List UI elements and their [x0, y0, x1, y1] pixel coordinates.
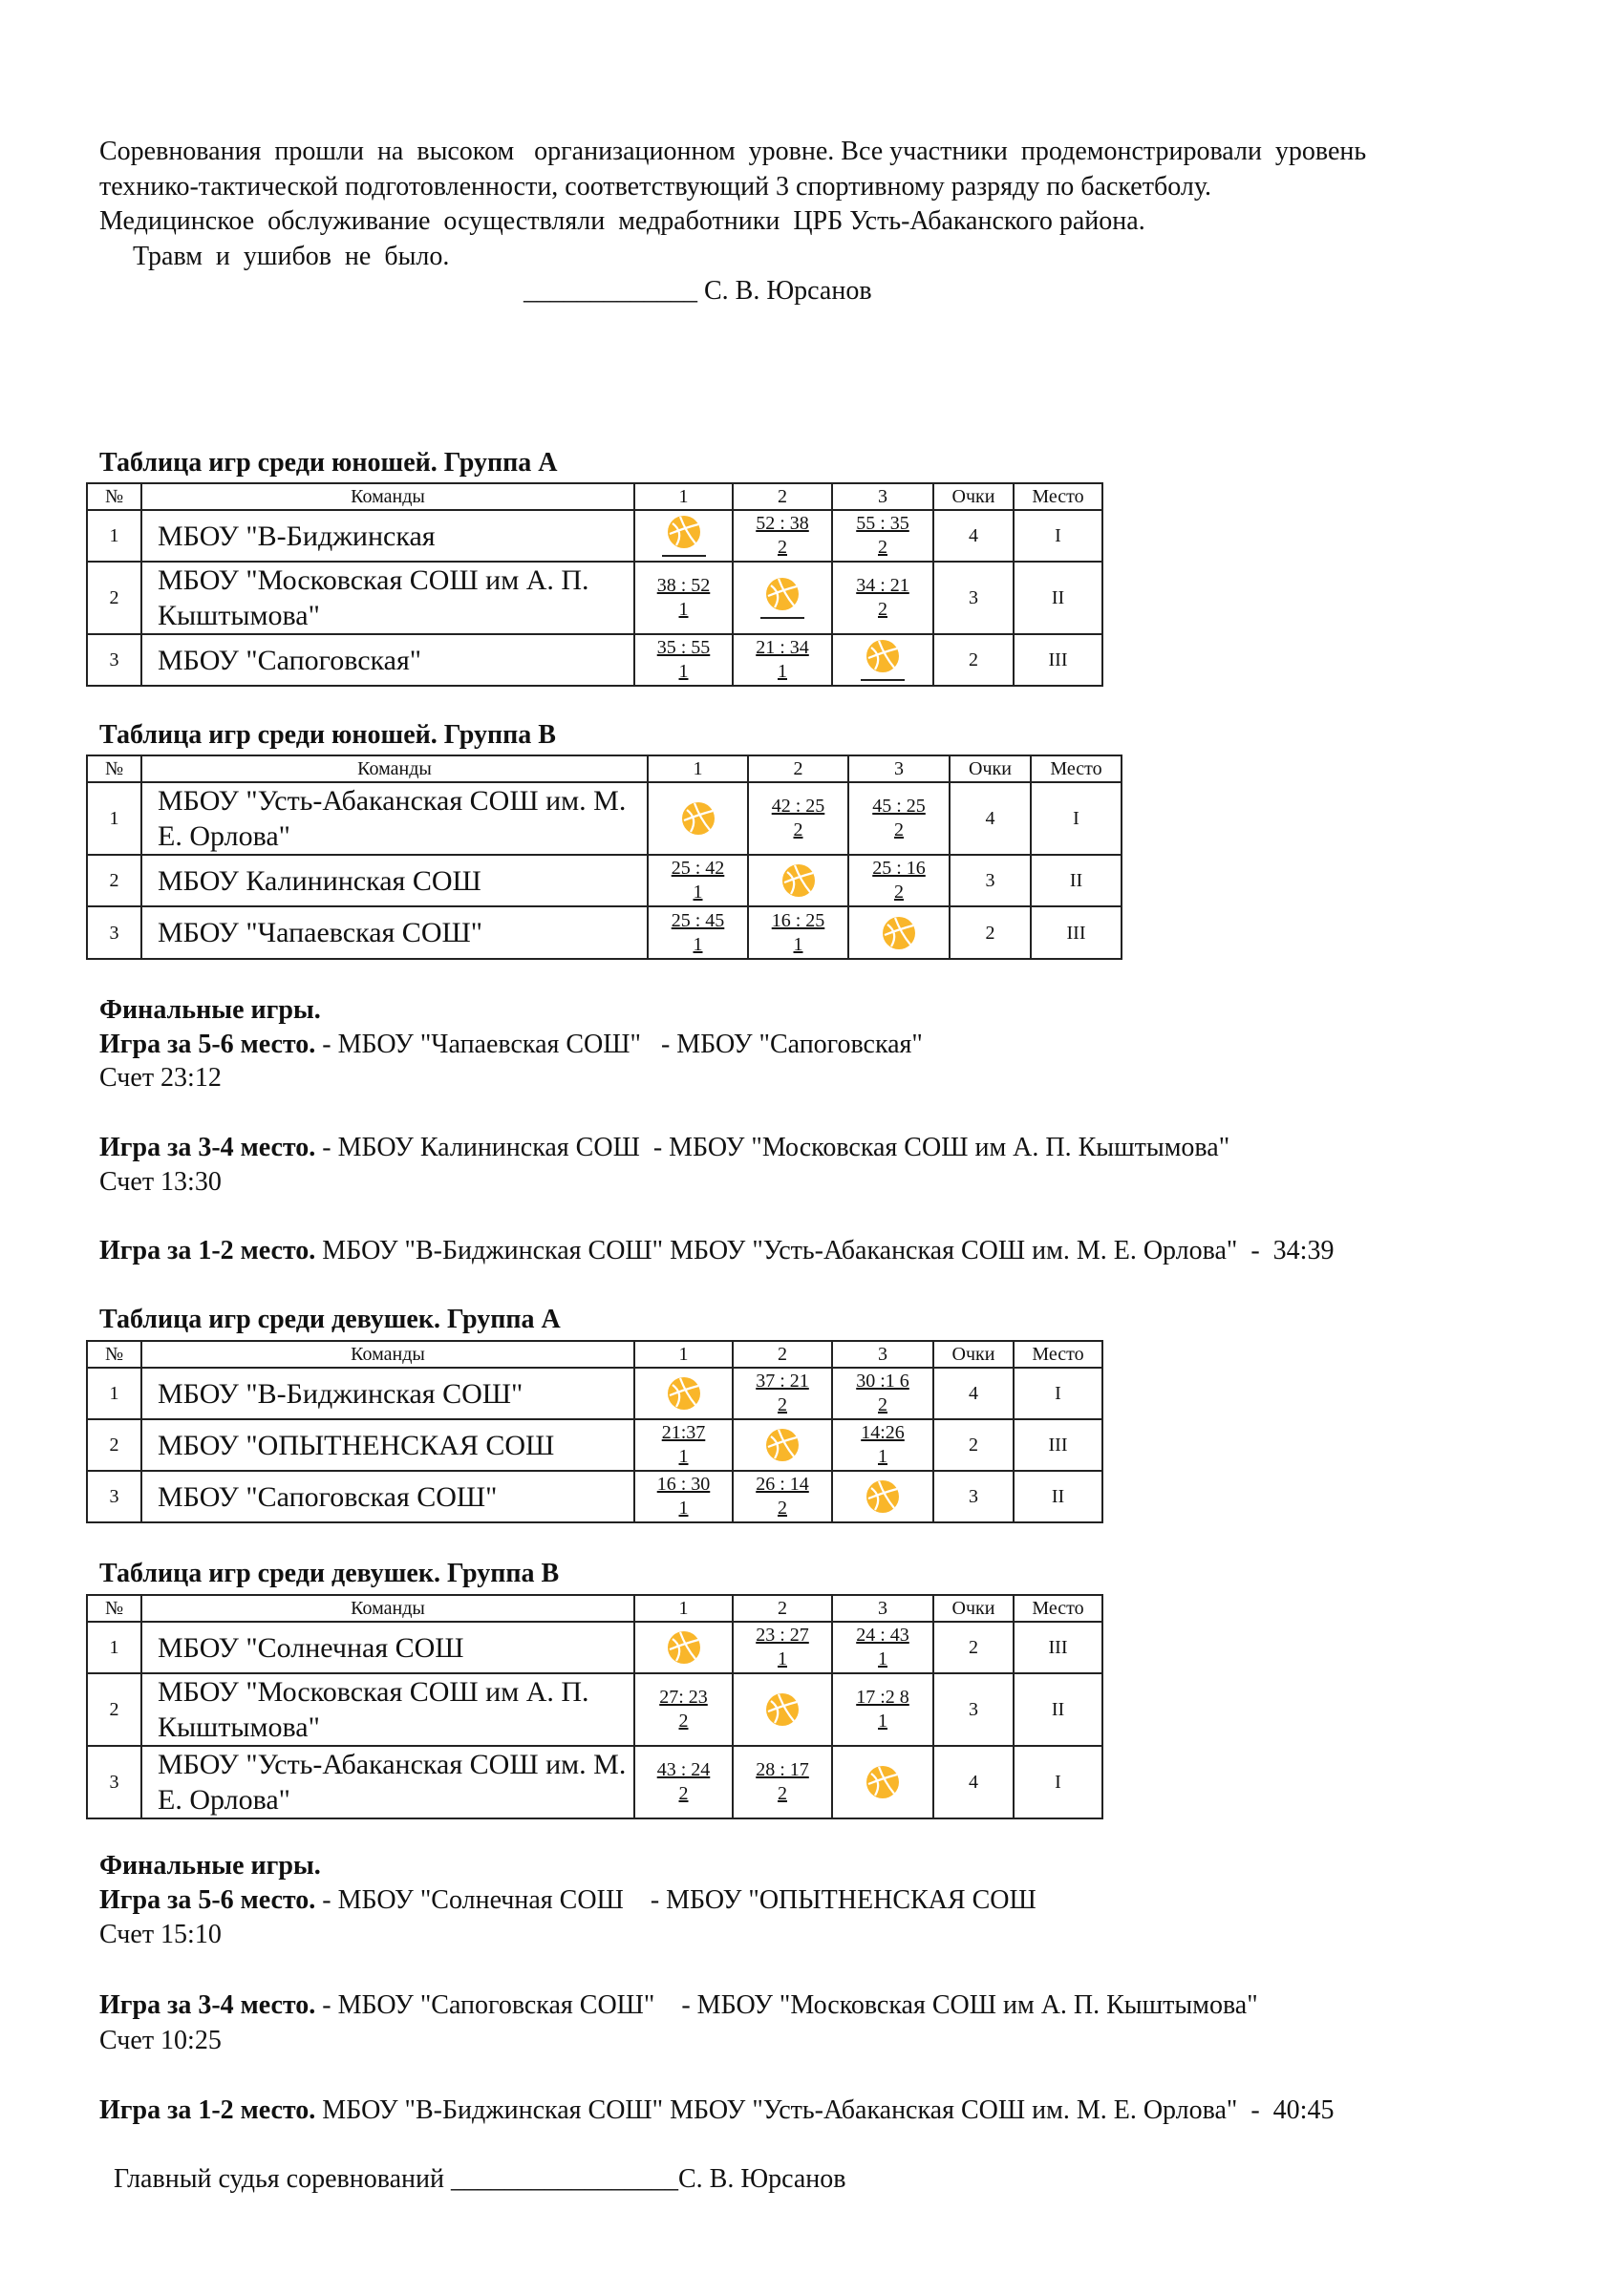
match-score: 16 : 25	[771, 909, 825, 931]
match-points: 1	[878, 1446, 887, 1467]
header-cell: Очки	[933, 483, 1014, 510]
score-cell	[832, 1746, 933, 1818]
game-label: Игра за 5-6 место.	[99, 1030, 316, 1059]
game-teams: МБОУ "В-Биджинская СОШ" МБОУ "Усть-Абаканская СОШ им. М. Е. Орлова" - 34:39	[315, 1236, 1335, 1265]
score-cell	[733, 1471, 832, 1522]
table-header-row	[87, 1341, 1102, 1368]
standings-table	[86, 1340, 1103, 1523]
team-name: МБОУ "В-Биджинская	[141, 510, 634, 562]
table-row	[87, 906, 1122, 959]
match-points: 2	[678, 1711, 689, 1732]
basketball-icon	[861, 639, 905, 681]
match-score: 28 : 17	[756, 1759, 809, 1780]
row-number: 3	[87, 906, 141, 959]
score-cell	[733, 562, 832, 634]
basketball-icon	[667, 1376, 701, 1411]
game-label: Игра за 3-4 место.	[99, 1133, 316, 1162]
table-row	[87, 1368, 1102, 1419]
place: II	[1014, 562, 1102, 634]
header-cell: Место	[1014, 1341, 1102, 1368]
header-cell: 3	[832, 483, 933, 510]
score-cell	[733, 1419, 832, 1471]
game-teams: МБОУ "В-Биджинская СОШ" МБОУ "Усть-Абаканская СОШ им. М. Е. Орлова" - 40:45	[315, 2095, 1335, 2125]
header-cell: 1	[648, 755, 748, 782]
table-row	[87, 782, 1122, 855]
team-name: МБОУ Калининская СОШ	[141, 855, 648, 906]
final-game	[99, 1028, 923, 1062]
match-points: 2	[894, 882, 904, 903]
header-cell: Команды	[141, 483, 634, 510]
place: III	[1031, 906, 1122, 959]
table-row	[87, 855, 1122, 906]
header-cell: 2	[733, 1595, 832, 1622]
score-cell	[733, 634, 832, 686]
team-name: МБОУ "Солнечная СОШ	[141, 1622, 634, 1673]
basketball-icon	[765, 1428, 800, 1462]
score-cell	[648, 855, 748, 906]
score-cell	[848, 906, 950, 959]
place: I	[1031, 782, 1122, 855]
points: 4	[933, 510, 1014, 562]
game-label: Игра за 1-2 место.	[99, 2095, 316, 2125]
final-game	[99, 1131, 1229, 1165]
place: II	[1014, 1673, 1102, 1746]
table-header-row	[87, 483, 1102, 510]
score-cell	[648, 906, 748, 959]
match-score: 30 :1 6	[856, 1371, 909, 1392]
points: 3	[933, 1673, 1014, 1746]
team-name: МБОУ "Московская СОШ им А. П. Кыштымова"	[141, 562, 634, 634]
finals-title: Финальные игры.	[99, 1851, 321, 1881]
match-score: 25 : 16	[872, 858, 926, 879]
game-label: Игра за 1-2 место.	[99, 1236, 316, 1265]
score-cell	[832, 1622, 933, 1673]
match-score: 45 : 25	[872, 796, 926, 817]
score-cell	[634, 634, 733, 686]
table-row	[87, 1746, 1102, 1818]
row-number: 3	[87, 1471, 141, 1522]
row-number: 2	[87, 1673, 141, 1746]
final-game	[99, 2094, 1334, 2128]
team-name: МБОУ "Московская СОШ им А. П. Кыштымова"	[141, 1673, 634, 1746]
score-cell	[832, 634, 933, 686]
header-cell: №	[87, 1341, 141, 1368]
score-cell	[733, 1673, 832, 1746]
score-cell	[733, 510, 832, 562]
chief-judge-signature: Главный судья соревнований _________________С. В. Юрсанов	[114, 2164, 846, 2194]
place: III	[1014, 1622, 1102, 1673]
table-header-row	[87, 755, 1122, 782]
table-header-row	[87, 1595, 1102, 1622]
score-cell	[848, 855, 950, 906]
intro-line: технико-тактической подготовленности, соответствующий 3 спортивному разряду по баскетболу.	[99, 172, 1212, 202]
basketball-icon	[765, 1692, 800, 1727]
match-points: 1	[678, 599, 689, 620]
match-score: 34 : 21	[856, 575, 909, 596]
row-number: 1	[87, 1368, 141, 1419]
place: II	[1014, 1471, 1102, 1522]
table-title: Таблица игр среди девушек. Группа А	[99, 1305, 561, 1334]
header-cell: Очки	[933, 1595, 1014, 1622]
score-cell	[634, 1622, 733, 1673]
intro-line: Травм и ушибов не было.	[99, 242, 450, 271]
score-cell	[634, 510, 733, 562]
header-cell: Место	[1014, 1595, 1102, 1622]
match-points: 1	[878, 1711, 887, 1732]
team-name: МБОУ "Сапоговская СОШ"	[141, 1471, 634, 1522]
game-score: Счет 10:25	[99, 2026, 222, 2055]
points: 4	[950, 782, 1031, 855]
header-cell: Место	[1014, 483, 1102, 510]
score-cell	[748, 782, 848, 855]
header-cell: 3	[848, 755, 950, 782]
score-cell	[832, 1368, 933, 1419]
standings-table	[86, 1594, 1103, 1819]
points: 4	[933, 1368, 1014, 1419]
game-teams: - МБОУ Калининская СОШ - МБОУ "Московская СОШ им А. П. Кыштымова"	[315, 1133, 1230, 1162]
match-score: 35 : 55	[656, 637, 711, 658]
game-score: Счет 13:30	[99, 1167, 222, 1197]
score-cell	[832, 562, 933, 634]
header-cell: Очки	[950, 755, 1031, 782]
header-cell: 1	[634, 1341, 733, 1368]
place: I	[1014, 510, 1102, 562]
match-points: 2	[793, 819, 803, 840]
intro-line: Соревнования прошли на высоком организационном уровне. Все участники продемонстрировали уровень	[99, 137, 1367, 166]
basketball-icon	[662, 515, 706, 557]
score-cell	[733, 1622, 832, 1673]
row-number: 1	[87, 510, 141, 562]
game-teams: - МБОУ "Сапоговская СОШ" - МБОУ "Московская СОШ им А. П. Кыштымова"	[315, 1990, 1258, 2020]
row-number: 1	[87, 1622, 141, 1673]
game-score: Счет 23:12	[99, 1063, 222, 1093]
header-cell: 1	[634, 1595, 733, 1622]
match-points: 2	[878, 537, 887, 558]
signature-line: _____________ С. В. Юрсанов	[524, 276, 872, 306]
table-row	[87, 634, 1102, 686]
match-points: 2	[878, 1394, 887, 1415]
basketball-icon	[865, 1765, 900, 1799]
match-score: 25 : 42	[671, 858, 725, 879]
basketball-icon	[865, 1479, 900, 1514]
finals-title: Финальные игры.	[99, 995, 321, 1025]
game-score: Счет 15:10	[99, 1920, 222, 1949]
standings-table	[86, 755, 1122, 960]
header-cell: Команды	[141, 1341, 634, 1368]
table-title: Таблица игр среди девушек. Группа В	[99, 1559, 560, 1588]
score-cell	[748, 855, 848, 906]
match-points: 2	[894, 819, 904, 840]
table-row	[87, 1419, 1102, 1471]
match-points: 1	[678, 1446, 689, 1467]
final-game	[99, 1883, 1036, 1918]
header-cell: 2	[748, 755, 848, 782]
points: 4	[933, 1746, 1014, 1818]
standings-table	[86, 482, 1103, 687]
match-score: 27: 23	[659, 1687, 708, 1708]
table-row	[87, 1673, 1102, 1746]
table-row	[87, 1622, 1102, 1673]
basketball-icon	[760, 577, 804, 619]
match-score: 21:37	[661, 1422, 706, 1443]
match-score: 16 : 30	[656, 1474, 711, 1495]
row-number: 2	[87, 562, 141, 634]
basketball-icon	[781, 863, 816, 898]
row-number: 3	[87, 1746, 141, 1818]
score-cell	[634, 1471, 733, 1522]
match-points: 1	[778, 661, 787, 682]
points: 3	[950, 855, 1031, 906]
place: II	[1031, 855, 1122, 906]
table-title: Таблица игр среди юношей. Группа В	[99, 720, 556, 750]
team-name: МБОУ "Чапаевская СОШ"	[141, 906, 648, 959]
match-points: 2	[878, 599, 887, 620]
basketball-icon	[681, 801, 716, 836]
score-cell	[634, 562, 733, 634]
match-points: 1	[778, 1648, 787, 1669]
match-score: 55 : 35	[856, 513, 909, 534]
row-number: 3	[87, 634, 141, 686]
match-points: 1	[693, 882, 703, 903]
match-points: 1	[693, 933, 703, 955]
header-cell: Команды	[141, 1595, 634, 1622]
match-points: 1	[678, 661, 689, 682]
game-teams: - МБОУ "Чапаевская СОШ" - МБОУ "Сапоговская"	[315, 1030, 923, 1059]
match-score: 42 : 25	[771, 796, 825, 817]
points: 2	[933, 634, 1014, 686]
row-number: 1	[87, 782, 141, 855]
header-cell: Команды	[141, 755, 648, 782]
header-cell: №	[87, 755, 141, 782]
team-name: МБОУ "Сапоговская"	[141, 634, 634, 686]
team-name: МБОУ "ОПЫТНЕНСКАЯ СОШ	[141, 1419, 634, 1471]
game-teams: - МБОУ "Солнечная СОШ - МБОУ "ОПЫТНЕНСКАЯ СОШ	[315, 1885, 1036, 1915]
team-name: МБОУ "В-Биджинская СОШ"	[141, 1368, 634, 1419]
score-cell	[733, 1746, 832, 1818]
match-points: 1	[793, 933, 803, 955]
place: III	[1014, 634, 1102, 686]
place: I	[1014, 1368, 1102, 1419]
header-cell: №	[87, 483, 141, 510]
header-cell: 3	[832, 1341, 933, 1368]
score-cell	[634, 1419, 733, 1471]
score-cell	[848, 782, 950, 855]
points: 2	[933, 1419, 1014, 1471]
score-cell	[832, 1471, 933, 1522]
points: 2	[950, 906, 1031, 959]
match-points: 2	[778, 537, 787, 558]
score-cell	[832, 510, 933, 562]
score-cell	[634, 1673, 733, 1746]
table-row	[87, 562, 1102, 634]
match-score: 21 : 34	[756, 637, 809, 658]
score-cell	[648, 782, 748, 855]
header-cell: 2	[733, 483, 832, 510]
intro-line: Медицинское обслуживание осуществляли медработники ЦРБ Усть-Абаканского района.	[99, 206, 1145, 236]
match-points: 2	[678, 1783, 689, 1804]
score-cell	[733, 1368, 832, 1419]
match-points: 2	[778, 1394, 787, 1415]
match-points: 1	[878, 1648, 887, 1669]
header-cell: 1	[634, 483, 733, 510]
match-score: 25 : 45	[671, 909, 725, 931]
team-name: МБОУ "Усть-Абаканская СОШ им. М. Е. Орлова"	[141, 1746, 634, 1818]
match-points: 1	[678, 1498, 689, 1519]
match-points: 2	[778, 1498, 787, 1519]
match-score: 24 : 43	[856, 1625, 909, 1646]
final-game	[99, 1988, 1258, 2023]
game-label: Игра за 3-4 место.	[99, 1990, 316, 2020]
game-label: Игра за 5-6 место.	[99, 1885, 316, 1915]
row-number: 2	[87, 1419, 141, 1471]
match-points: 2	[778, 1783, 787, 1804]
score-cell	[748, 906, 848, 959]
team-name: МБОУ "Усть-Абаканская СОШ им. М. Е. Орлова"	[141, 782, 648, 855]
score-cell	[832, 1673, 933, 1746]
points: 2	[933, 1622, 1014, 1673]
table-row	[87, 510, 1102, 562]
place: I	[1014, 1746, 1102, 1818]
match-score: 14:26	[861, 1422, 905, 1443]
points: 3	[933, 562, 1014, 634]
points: 3	[933, 1471, 1014, 1522]
match-score: 52 : 38	[756, 513, 809, 534]
score-cell	[832, 1419, 933, 1471]
header-cell: Очки	[933, 1341, 1014, 1368]
match-score: 23 : 27	[756, 1625, 809, 1646]
table-row	[87, 1471, 1102, 1522]
header-cell: Место	[1031, 755, 1122, 782]
basketball-icon	[882, 916, 916, 950]
header-cell: 3	[832, 1595, 933, 1622]
match-score: 37 : 21	[756, 1371, 809, 1392]
place: III	[1014, 1419, 1102, 1471]
score-cell	[634, 1368, 733, 1419]
match-score: 43 : 24	[656, 1759, 711, 1780]
table-title: Таблица игр среди юношей. Группа А	[99, 448, 558, 478]
match-score: 38 : 52	[656, 575, 711, 596]
final-game	[99, 1234, 1334, 1268]
header-cell: №	[87, 1595, 141, 1622]
score-cell	[634, 1746, 733, 1818]
header-cell: 2	[733, 1341, 832, 1368]
match-score: 17 :2 8	[856, 1687, 909, 1708]
row-number: 2	[87, 855, 141, 906]
basketball-icon	[667, 1630, 701, 1665]
match-score: 26 : 14	[756, 1474, 809, 1495]
